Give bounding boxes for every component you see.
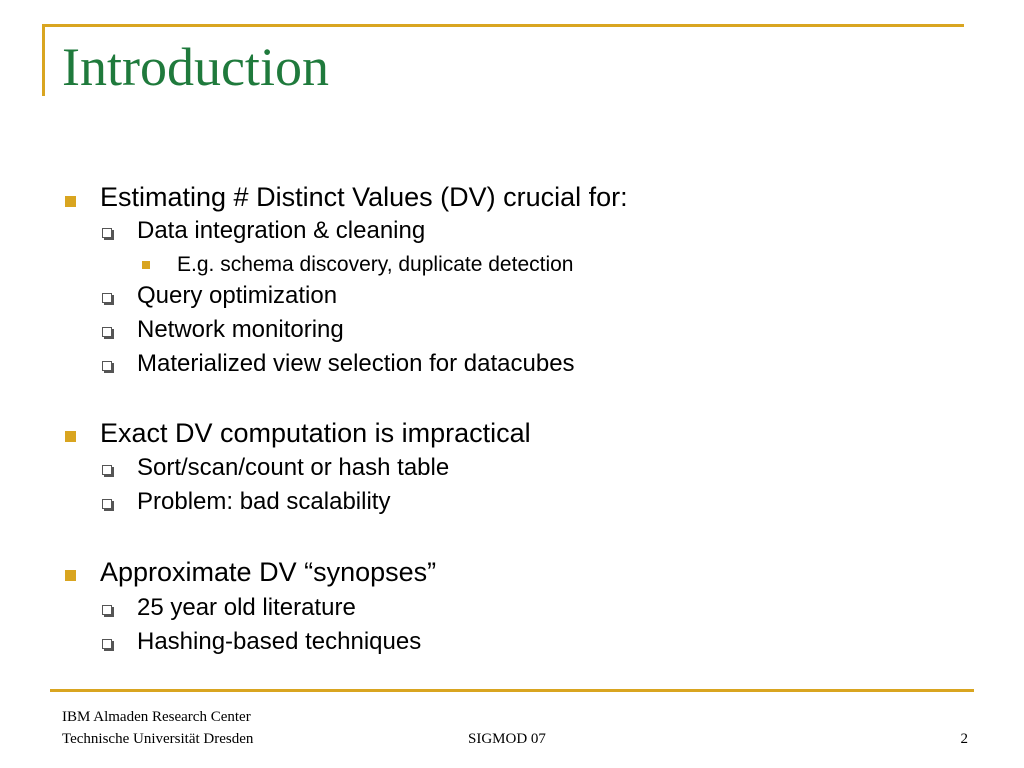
hollow-square-bullet-icon	[102, 327, 112, 337]
sub-bullet-item: Sort/scan/count or hash table	[137, 454, 450, 481]
slide-number: 2	[960, 731, 968, 747]
bullet-item: Estimating # Distinct Values (DV) crucial for:	[100, 182, 628, 212]
footer-org-line-1: IBM Almaden Research Center	[62, 709, 251, 725]
hollow-square-bullet-icon	[102, 499, 112, 509]
hollow-square-bullet-icon	[102, 293, 112, 303]
footer-conference: SIGMOD 07	[468, 731, 546, 747]
sub-bullet-item: 25 year old literature	[137, 594, 356, 621]
small-square-bullet-icon	[142, 261, 150, 269]
sub-bullet-item: Hashing-based techniques	[137, 628, 422, 655]
square-bullet-icon	[65, 196, 76, 207]
bullet-item: Exact DV computation is impractical	[100, 418, 531, 448]
sub-bullet-item: Data integration & cleaning	[137, 217, 426, 244]
hollow-square-bullet-icon	[102, 639, 112, 649]
square-bullet-icon	[65, 570, 76, 581]
sub-sub-bullet-item: E.g. schema discovery, duplicate detection	[177, 253, 574, 276]
slide-title: Introduction	[62, 37, 329, 97]
title-frame-left-rule	[42, 24, 45, 96]
hollow-square-bullet-icon	[102, 361, 112, 371]
bullet-item: Approximate DV “synopses”	[100, 557, 437, 587]
footer-rule	[50, 689, 974, 692]
square-bullet-icon	[65, 431, 76, 442]
hollow-square-bullet-icon	[102, 605, 112, 615]
hollow-square-bullet-icon	[102, 228, 112, 238]
footer-organizations	[62, 706, 253, 750]
sub-bullet-item: Materialized view selection for datacubes	[137, 350, 575, 377]
sub-bullet-item: Problem: bad scalability	[137, 488, 391, 515]
sub-bullet-item: Network monitoring	[137, 316, 344, 343]
footer-org-line-2: Technische Universität Dresden	[62, 731, 254, 747]
hollow-square-bullet-icon	[102, 465, 112, 475]
bullet-list	[60, 0, 980, 680]
sub-bullet-item: Query optimization	[137, 282, 338, 309]
